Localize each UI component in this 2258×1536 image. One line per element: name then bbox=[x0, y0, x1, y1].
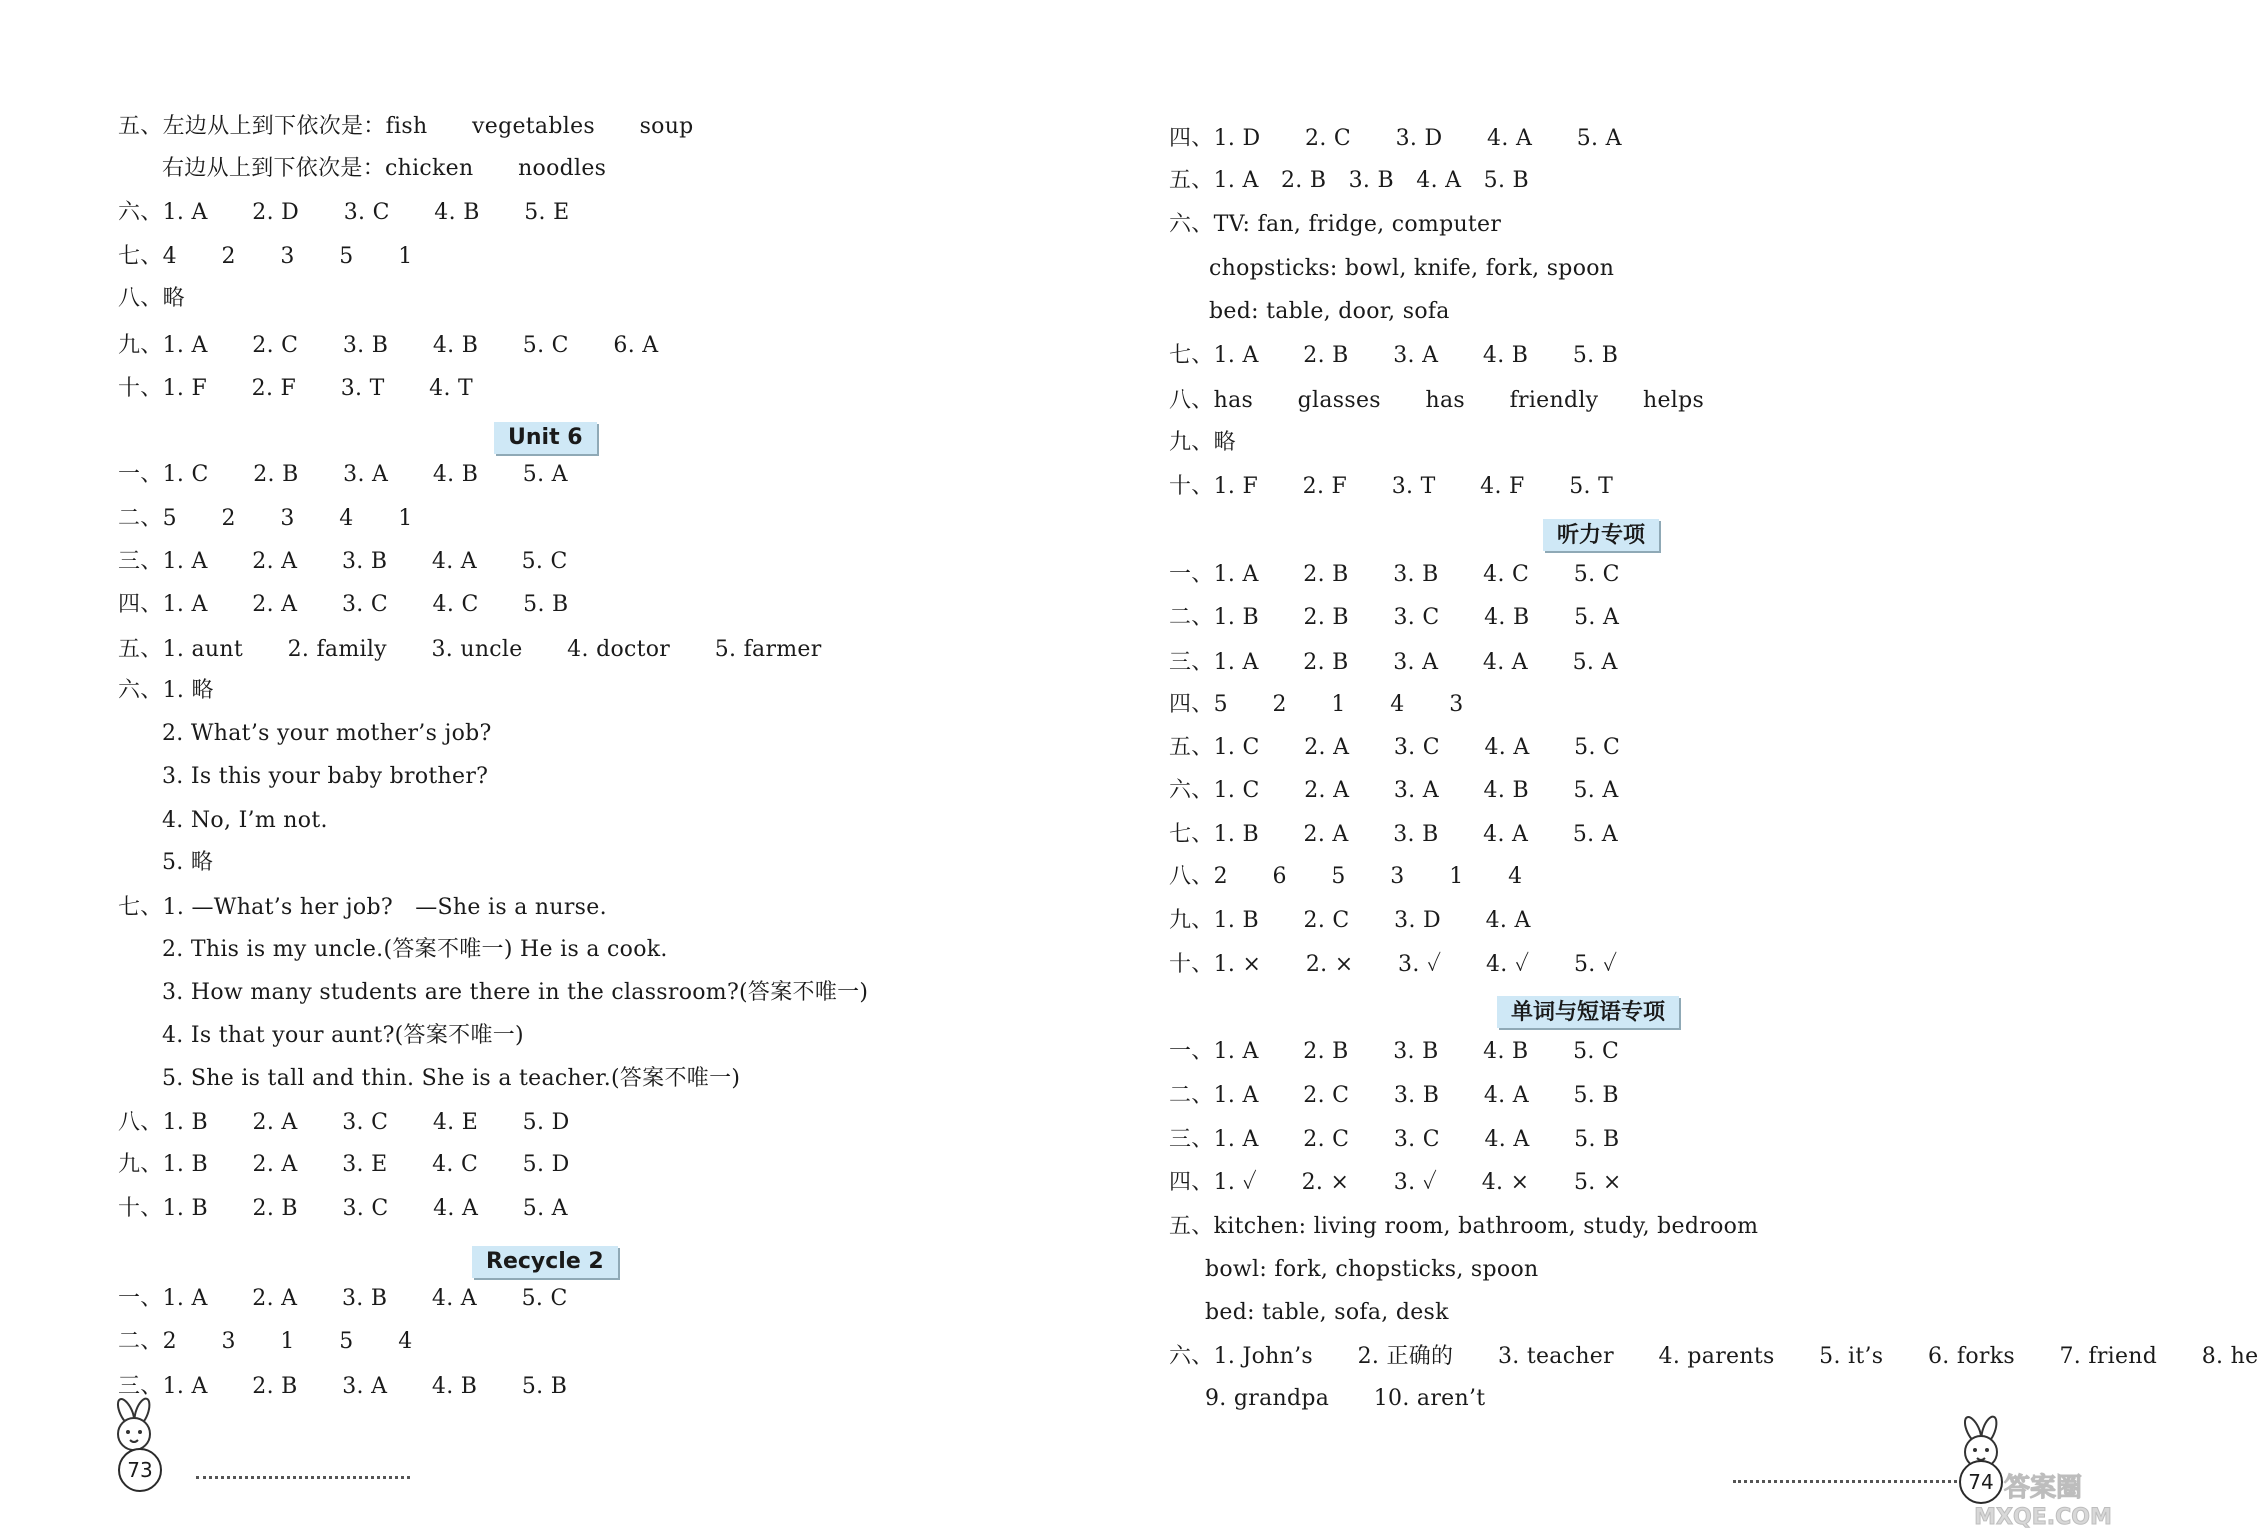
dotted-rule bbox=[1733, 1480, 1993, 1483]
page-number: 74 bbox=[1959, 1460, 2003, 1504]
answer-line: 9. grandpa 10. aren’t bbox=[1205, 1386, 1486, 1411]
answer-line: 八、略 bbox=[118, 286, 185, 311]
answer-line: 二、5 2 3 4 1 bbox=[118, 506, 413, 531]
answer-line: 一、1. C 2. B 3. A 4. B 5. A bbox=[118, 462, 568, 487]
answer-line: 八、has glasses has friendly helps bbox=[1169, 388, 1705, 413]
svg-text:MXQE.COM: MXQE.COM bbox=[1974, 1505, 2112, 1530]
answer-line: 三、1. A 2. A 3. B 4. A 5. C bbox=[118, 549, 568, 574]
answer-line: 四、1. A 2. A 3. C 4. C 5. B bbox=[118, 592, 569, 617]
answer-line: 2. This is my uncle.(答案不唯一) He is a cook. bbox=[162, 937, 668, 962]
answer-line: 九、略 bbox=[1169, 430, 1236, 455]
answer-line: 七、1. B 2. A 3. B 4. A 5. A bbox=[1169, 822, 1618, 847]
answer-line: bed: table, door, sofa bbox=[1209, 299, 1450, 324]
answer-line: 三、1. A 2. B 3. A 4. B 5. B bbox=[118, 1374, 568, 1399]
answer-line: 六、1. John’s 2. 正确的 3. teacher 4. parents 5. it’s 6. forks 7. friend 8. he bbox=[1169, 1344, 2258, 1369]
answer-line: 一、1. A 2. A 3. B 4. A 5. C bbox=[118, 1286, 568, 1311]
answer-line: 六、TV: fan, fridge, computer bbox=[1169, 212, 1502, 237]
answer-line: 六、1. C 2. A 3. A 4. B 5. A bbox=[1169, 778, 1619, 803]
answer-line: 八、2 6 5 3 1 4 bbox=[1169, 864, 1523, 889]
answer-line: 九、1. B 2. A 3. E 4. C 5. D bbox=[118, 1152, 570, 1177]
answer-line: 四、5 2 1 4 3 bbox=[1169, 692, 1464, 717]
section-heading-recycle-2: Recycle 2 bbox=[472, 1246, 618, 1278]
answer-line: 一、1. A 2. B 3. B 4. C 5. C bbox=[1169, 562, 1620, 587]
answer-line: 一、1. A 2. B 3. B 4. B 5. C bbox=[1169, 1039, 1620, 1064]
answer-line: 4. No, I’m not. bbox=[162, 808, 328, 833]
answer-line: 九、1. B 2. C 3. D 4. A bbox=[1169, 908, 1531, 933]
answer-line: bed: table, sofa, desk bbox=[1205, 1300, 1449, 1325]
answer-line: 二、1. B 2. B 3. C 4. B 5. A bbox=[1169, 605, 1620, 630]
answer-line: 三、1. A 2. C 3. C 4. A 5. B bbox=[1169, 1127, 1620, 1152]
answer-line: 3. How many students are there in the classroom?(答案不唯一) bbox=[162, 980, 869, 1005]
answer-line: 六、1. A 2. D 3. C 4. B 5. E bbox=[118, 200, 570, 225]
answer-line: 五、1. A 2. B 3. B 4. A 5. B bbox=[1169, 168, 1529, 193]
answer-line: 五、1. aunt 2. family 3. uncle 4. doctor 5. farmer bbox=[118, 637, 822, 662]
answer-line: chopsticks: bowl, knife, fork, spoon bbox=[1209, 256, 1615, 281]
answer-line: 十、1. F 2. F 3. T 4. T bbox=[118, 376, 474, 401]
answer-line: 右边从上到下依次是：chicken noodles bbox=[162, 156, 607, 181]
answer-line: 五、左边从上到下依次是：fish vegetables soup bbox=[118, 114, 694, 139]
answer-line: 5. She is tall and thin. She is a teacher.(答案不唯一) bbox=[162, 1066, 741, 1091]
answer-line: 四、1. D 2. C 3. D 4. A 5. A bbox=[1169, 126, 1622, 151]
answer-line: 十、1. B 2. B 3. C 4. A 5. A bbox=[118, 1196, 568, 1221]
answer-line: 十、1. F 2. F 3. T 4. F 5. T bbox=[1169, 474, 1614, 499]
answer-line: 七、1. —What’s her job? —She is a nurse. bbox=[118, 895, 607, 920]
answer-line: 四、1. ✓ 2. × 3. ✓ 4. × 5. × bbox=[1169, 1170, 1622, 1195]
section-heading-words-phrases: 单词与短语专项 bbox=[1497, 996, 1679, 1028]
answer-line: 2. What’s your mother’s job? bbox=[162, 721, 492, 746]
answer-line: 五、kitchen: living room, bathroom, study, bedroom bbox=[1169, 1214, 1759, 1239]
answer-line: 5. 略 bbox=[162, 850, 214, 875]
answer-line: 十、1. × 2. × 3. ✓ 4. ✓ 5. ✓ bbox=[1169, 952, 1618, 977]
answer-line: 八、1. B 2. A 3. C 4. E 5. D bbox=[118, 1110, 570, 1135]
answer-line: 二、1. A 2. C 3. B 4. A 5. B bbox=[1169, 1083, 1619, 1108]
answer-line: bowl: fork, chopsticks, spoon bbox=[1205, 1257, 1539, 1282]
page-number: 73 bbox=[118, 1448, 162, 1492]
answer-line: 五、1. C 2. A 3. C 4. A 5. C bbox=[1169, 735, 1621, 760]
answer-line: 六、1. 略 bbox=[118, 678, 214, 703]
answer-line: 三、1. A 2. B 3. A 4. A 5. A bbox=[1169, 650, 1618, 675]
answer-line: 七、1. A 2. B 3. A 4. B 5. B bbox=[1169, 343, 1619, 368]
watermark-logo bbox=[1968, 1470, 2118, 1530]
answer-line: 3. Is this your baby brother? bbox=[162, 764, 489, 789]
svg-text:答案圈: 答案圈 bbox=[2003, 1473, 2083, 1503]
answer-line: 4. Is that your aunt?(答案不唯一) bbox=[162, 1023, 524, 1048]
section-heading-unit-6: Unit 6 bbox=[494, 422, 597, 454]
section-heading-listening: 听力专项 bbox=[1543, 519, 1659, 551]
answer-line: 九、1. A 2. C 3. B 4. B 5. C 6. A bbox=[118, 333, 659, 358]
answer-line: 七、4 2 3 5 1 bbox=[118, 244, 413, 269]
answer-line: 二、2 3 1 5 4 bbox=[118, 1329, 413, 1354]
dotted-rule bbox=[196, 1476, 410, 1479]
